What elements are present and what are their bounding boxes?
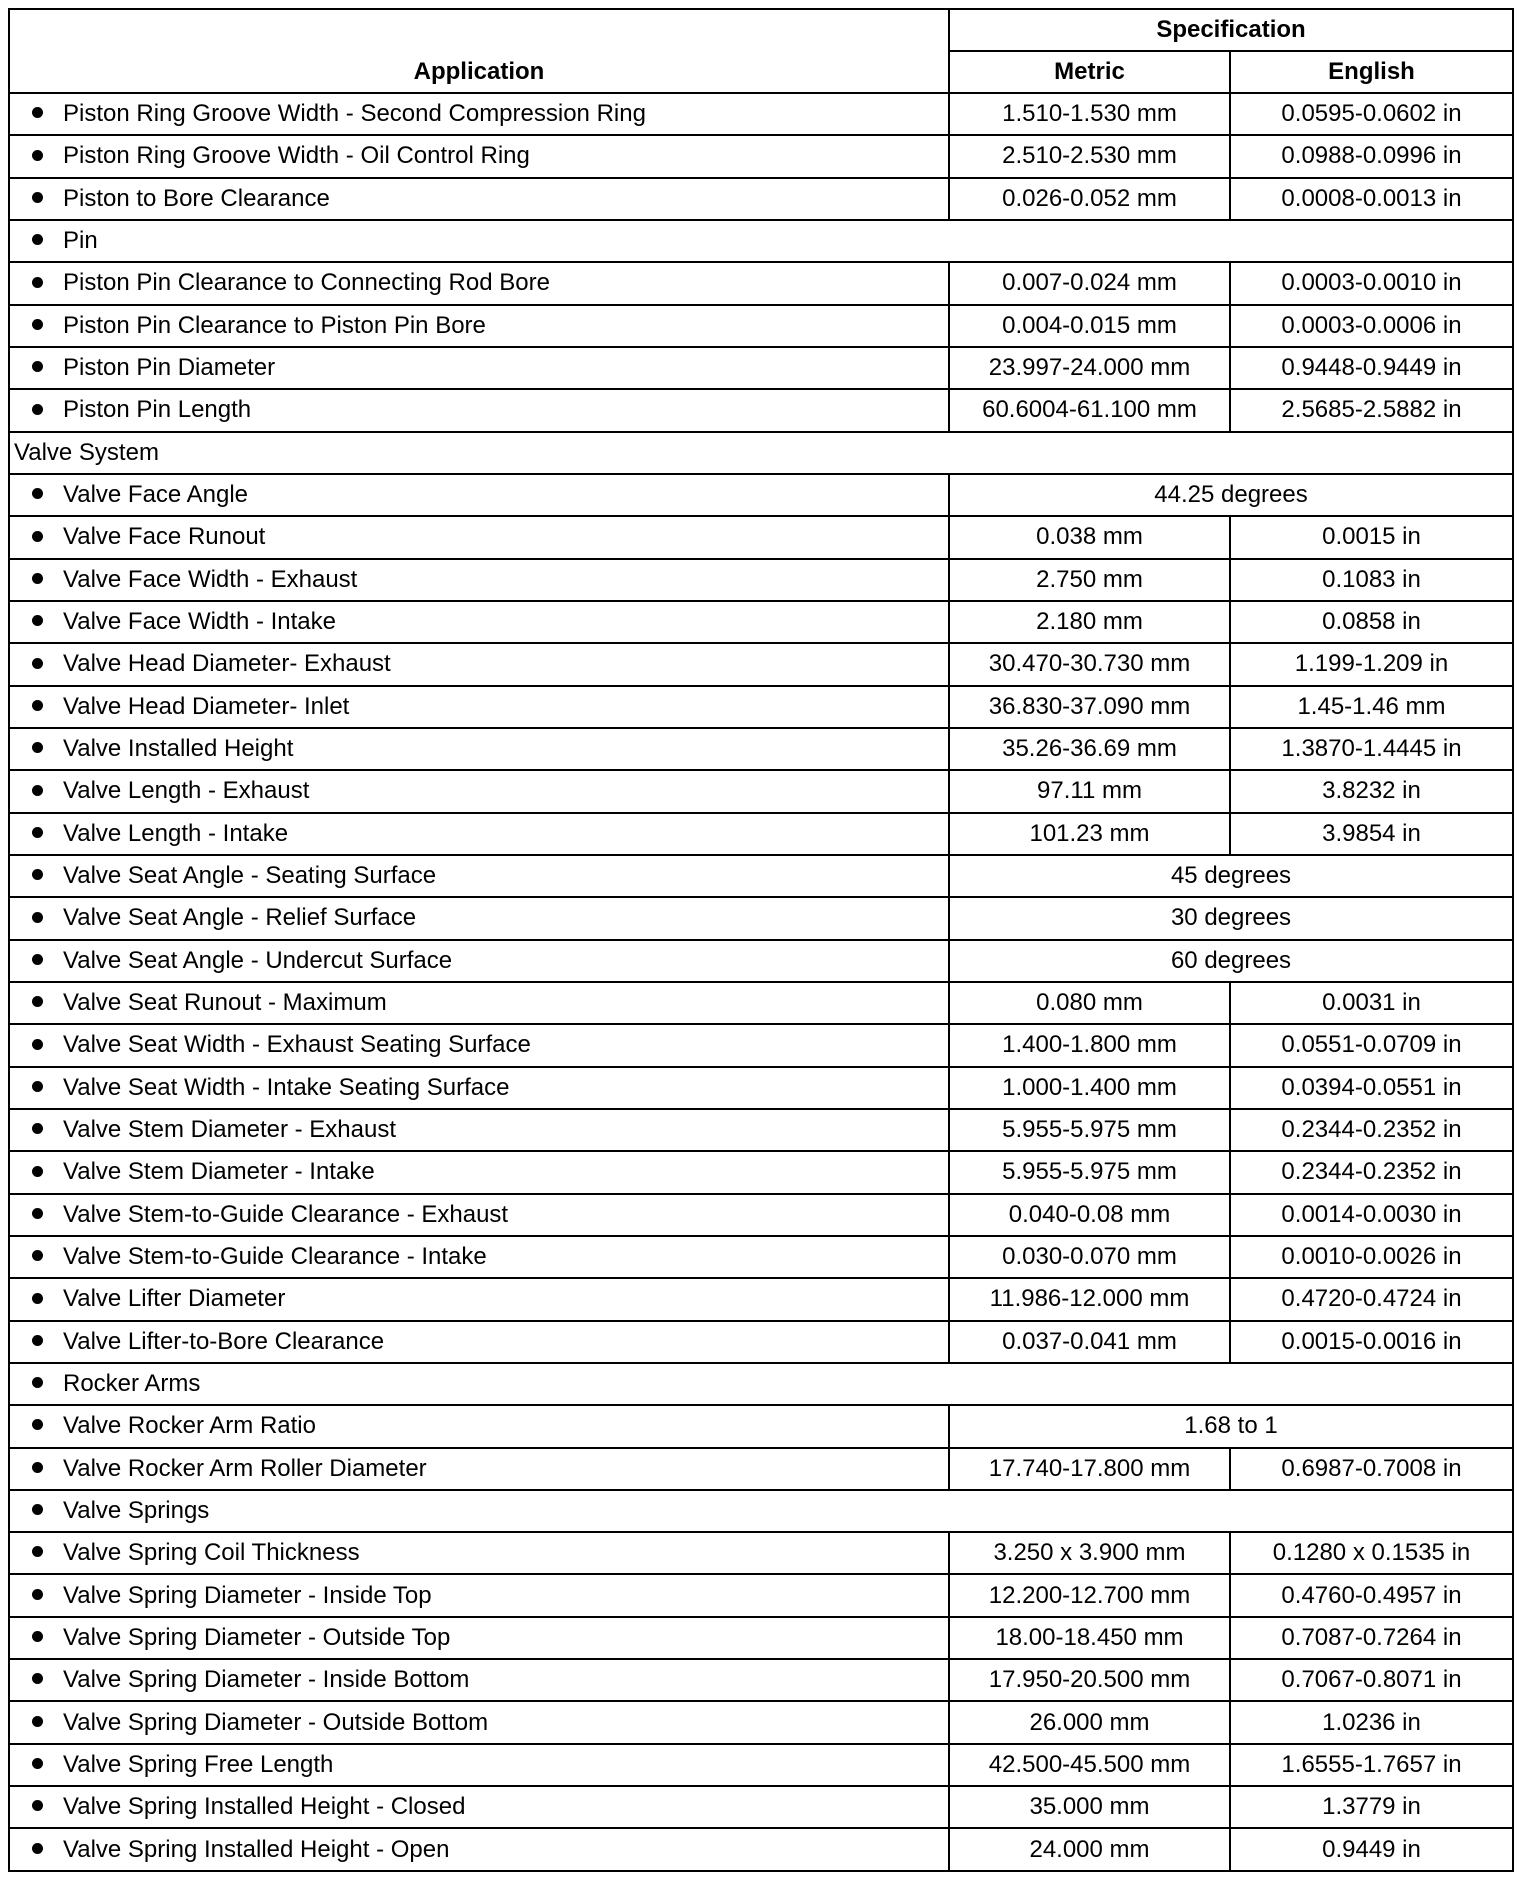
english-value: 0.0394-0.0551 in [1230,1067,1513,1109]
application-cell [9,601,949,643]
application-label: Valve Spring Installed Height - Closed [63,1793,466,1821]
english-value: 0.1280 x 0.1535 in [1230,1532,1513,1574]
table-row [9,1109,1513,1151]
application-cell [9,1532,949,1574]
bullet-icon [32,912,43,923]
column-header-metric: Metric [949,51,1230,93]
english-value: 0.1083 in [1230,559,1513,601]
application-label: Valve Spring Installed Height - Open [63,1835,450,1863]
bullet-icon [32,531,43,542]
application-label: Valve Seat Angle - Relief Surface [63,904,417,932]
bullet-icon [32,1589,43,1600]
application-label: Valve Head Diameter- Inlet [63,692,350,720]
application-label: Pin [63,227,98,255]
application-cell [9,347,949,389]
application-cell [9,389,949,431]
bullet-icon [32,1419,43,1430]
table-row [9,1194,1513,1236]
bullet-icon [32,234,43,245]
application-label: Valve Seat Width - Exhaust Seating Surface [63,1031,531,1059]
bullet-icon [32,1377,43,1388]
metric-value: 1.510-1.530 mm [949,93,1230,135]
metric-value: 0.037-0.041 mm [949,1321,1230,1363]
metric-value: 26.000 mm [949,1701,1230,1743]
bullet-icon [32,1123,43,1134]
metric-value: 0.080 mm [949,982,1230,1024]
application-cell [9,474,949,516]
table-row [9,1744,1513,1786]
application-cell [9,1659,949,1701]
metric-value: 2.180 mm [949,601,1230,643]
application-cell [9,220,1513,262]
application-cell [9,1448,949,1490]
table-row [9,770,1513,812]
bullet-icon [32,954,43,965]
english-value: 0.0014-0.0030 in [1230,1194,1513,1236]
application-cell [9,305,949,347]
english-value: 1.199-1.209 in [1230,643,1513,685]
application-cell [9,1574,949,1616]
bullet-icon [32,107,43,118]
application-label: Valve Seat Runout - Maximum [63,989,387,1017]
metric-value: 0.038 mm [949,516,1230,558]
application-label: Valve Lifter Diameter [63,1285,286,1313]
application-cell [9,1363,1513,1405]
metric-value: 0.004-0.015 mm [949,305,1230,347]
metric-value: 1.000-1.400 mm [949,1067,1230,1109]
application-label: Valve Stem-to-Guide Clearance - Exhaust [63,1200,509,1228]
application-label: Valve Rocker Arm Ratio [63,1412,316,1440]
bullet-icon [32,361,43,372]
bullet-icon [32,742,43,753]
application-label: Piston Ring Groove Width - Oil Control Ring [63,142,530,170]
bullet-icon [32,1673,43,1684]
application-label: Valve Length - Exhaust [63,777,310,805]
application-label: Valve Face Angle [63,481,249,509]
english-value: 0.0015 in [1230,516,1513,558]
table-row [9,1532,1513,1574]
bullet-icon [32,573,43,584]
table-row [9,1024,1513,1066]
english-value: 0.0988-0.0996 in [1230,135,1513,177]
application-cell [9,135,949,177]
application-cell [9,1828,949,1871]
application-label: Piston Pin Length [63,396,252,424]
metric-value: 35.000 mm [949,1786,1230,1828]
bullet-icon [32,1843,43,1854]
application-label: Piston Ring Groove Width - Second Compression Ring [63,100,646,128]
application-label: Valve Spring Diameter - Outside Bottom [63,1708,489,1736]
metric-value: 30.470-30.730 mm [949,643,1230,685]
table-row [9,474,1513,516]
application-label: Valve Seat Angle - Seating Surface [63,862,437,890]
application-label: Valve Springs [63,1496,210,1524]
table-row [9,1701,1513,1743]
bullet-icon [32,1335,43,1346]
english-value: 0.0003-0.0010 in [1230,262,1513,304]
application-cell [9,897,949,939]
bullet-icon [32,700,43,711]
application-label: Valve Spring Diameter - Outside Top [63,1623,451,1651]
bullet-icon [32,488,43,499]
english-value: 3.8232 in [1230,770,1513,812]
application-cell [9,1024,949,1066]
application-label: Piston Pin Diameter [63,354,276,382]
metric-value: 42.500-45.500 mm [949,1744,1230,1786]
application-cell [9,1321,949,1363]
application-cell [9,1067,949,1109]
metric-value: 23.997-24.000 mm [949,347,1230,389]
table-row [9,220,1513,262]
application-cell [9,1236,949,1278]
application-label: Piston Pin Clearance to Connecting Rod Bore [63,269,550,297]
english-value: 0.0595-0.0602 in [1230,93,1513,135]
application-label: Valve Head Diameter- Exhaust [63,650,391,678]
english-value: 0.0858 in [1230,601,1513,643]
application-label: Valve Stem Diameter - Exhaust [63,1116,397,1144]
column-header-specification: Specification [949,9,1513,51]
english-value: 0.2344-0.2352 in [1230,1109,1513,1151]
bullet-icon [32,1631,43,1642]
table-row [9,559,1513,601]
bullet-icon [32,192,43,203]
english-value: 0.0031 in [1230,982,1513,1024]
application-cell [9,1701,949,1743]
application-label: Valve Face Runout [63,523,266,551]
bullet-icon [32,785,43,796]
application-cell [9,93,949,135]
table-row [9,940,1513,982]
application-cell [9,1744,949,1786]
application-cell [9,855,949,897]
table-body [9,93,1513,1871]
spec-table [8,8,1514,1872]
specification-value: 1.68 to 1 [949,1405,1513,1447]
bullet-icon [32,1546,43,1557]
metric-value: 36.830-37.090 mm [949,686,1230,728]
metric-value: 0.007-0.024 mm [949,262,1230,304]
metric-value: 24.000 mm [949,1828,1230,1871]
table-row [9,1405,1513,1447]
specification-value: 45 degrees [949,855,1513,897]
application-cell [9,1109,949,1151]
column-header-application: Application [9,9,949,93]
english-value: 0.6987-0.7008 in [1230,1448,1513,1490]
english-value: 1.3779 in [1230,1786,1513,1828]
table-row [9,1786,1513,1828]
metric-value: 18.00-18.450 mm [949,1617,1230,1659]
english-value: 0.2344-0.2352 in [1230,1151,1513,1193]
bullet-icon [32,827,43,838]
metric-value: 97.11 mm [949,770,1230,812]
application-cell [9,982,949,1024]
application-label: Valve Spring Diameter - Inside Top [63,1581,432,1609]
bullet-icon [32,1504,43,1515]
table-row [9,1321,1513,1363]
table-row [9,516,1513,558]
metric-value: 17.950-20.500 mm [949,1659,1230,1701]
table-row [9,855,1513,897]
bullet-icon [32,1758,43,1769]
metric-value: 0.026-0.052 mm [949,178,1230,220]
table-row [9,1236,1513,1278]
section-heading: Valve System [9,432,1513,474]
table-row [9,601,1513,643]
table-row [9,686,1513,728]
application-label: Piston to Bore Clearance [63,184,330,212]
english-value: 0.4760-0.4957 in [1230,1574,1513,1616]
application-label: Piston Pin Clearance to Piston Pin Bore [63,311,486,339]
metric-value: 60.6004-61.100 mm [949,389,1230,431]
application-cell [9,262,949,304]
application-label: Valve Rocker Arm Roller Diameter [63,1454,427,1482]
application-label: Valve Installed Height [63,735,294,763]
bullet-icon [32,1293,43,1304]
table-row [9,813,1513,855]
english-value: 1.6555-1.7657 in [1230,1744,1513,1786]
bullet-icon [32,1039,43,1050]
specification-value: 60 degrees [949,940,1513,982]
bullet-icon [32,1166,43,1177]
table-row [9,347,1513,389]
bullet-icon [32,404,43,415]
table-row [9,897,1513,939]
application-label: Valve Face Width - Exhaust [63,565,358,593]
english-value: 0.0551-0.0709 in [1230,1024,1513,1066]
english-value: 0.9449 in [1230,1828,1513,1871]
metric-value: 2.510-2.530 mm [949,135,1230,177]
bullet-icon [32,1716,43,1727]
application-cell [9,559,949,601]
metric-value: 5.955-5.975 mm [949,1109,1230,1151]
application-label: Valve Stem Diameter - Intake [63,1158,375,1186]
metric-value: 5.955-5.975 mm [949,1151,1230,1193]
bullet-icon [32,1800,43,1811]
application-label: Valve Spring Coil Thickness [63,1539,360,1567]
application-label: Valve Face Width - Intake [63,608,336,636]
table-row [9,728,1513,770]
table-row [9,93,1513,135]
bullet-icon [32,658,43,669]
english-value: 0.9448-0.9449 in [1230,347,1513,389]
metric-value: 2.750 mm [949,559,1230,601]
bullet-icon [32,319,43,330]
english-value: 0.0008-0.0013 in [1230,178,1513,220]
table-row [9,1278,1513,1320]
metric-value: 3.250 x 3.900 mm [949,1532,1230,1574]
table-row [9,1151,1513,1193]
application-cell [9,1617,949,1659]
metric-value: 1.400-1.800 mm [949,1024,1230,1066]
application-cell [9,1194,949,1236]
english-value: 1.45-1.46 mm [1230,686,1513,728]
column-header-english: English [1230,51,1513,93]
table-row [9,643,1513,685]
application-label: Valve Stem-to-Guide Clearance - Intake [63,1243,487,1271]
english-value: 2.5685-2.5882 in [1230,389,1513,431]
application-cell [9,940,949,982]
table-row [9,1617,1513,1659]
english-value: 1.0236 in [1230,1701,1513,1743]
application-label: Valve Seat Width - Intake Seating Surface [63,1073,510,1101]
section-row [9,432,1513,474]
english-value: 0.0010-0.0026 in [1230,1236,1513,1278]
bullet-icon [32,1250,43,1261]
english-value: 0.7087-0.7264 in [1230,1617,1513,1659]
metric-value: 0.040-0.08 mm [949,1194,1230,1236]
application-cell [9,728,949,770]
english-value: 3.9854 in [1230,813,1513,855]
table-row [9,1574,1513,1616]
table-row [9,262,1513,304]
application-cell [9,1278,949,1320]
application-cell [9,516,949,558]
application-cell [9,813,949,855]
metric-value: 17.740-17.800 mm [949,1448,1230,1490]
english-value: 0.7067-0.8071 in [1230,1659,1513,1701]
bullet-icon [32,1462,43,1473]
metric-value: 0.030-0.070 mm [949,1236,1230,1278]
application-cell [9,178,949,220]
table-row [9,1363,1513,1405]
specification-value: 30 degrees [949,897,1513,939]
metric-value: 12.200-12.700 mm [949,1574,1230,1616]
application-label: Valve Length - Intake [63,819,289,847]
application-cell [9,1786,949,1828]
metric-value: 101.23 mm [949,813,1230,855]
english-value: 1.3870-1.4445 in [1230,728,1513,770]
english-value: 0.0003-0.0006 in [1230,305,1513,347]
bullet-icon [32,996,43,1007]
bullet-icon [32,1081,43,1092]
bullet-icon [32,277,43,288]
metric-value: 35.26-36.69 mm [949,728,1230,770]
table-row [9,1448,1513,1490]
table-row [9,1828,1513,1871]
table-row [9,305,1513,347]
table-row [9,1490,1513,1532]
table-row [9,982,1513,1024]
table-row [9,135,1513,177]
bullet-icon [32,150,43,161]
table-row [9,389,1513,431]
header-row-top [9,9,1513,51]
application-label: Rocker Arms [63,1370,201,1397]
specification-value: 44.25 degrees [949,474,1513,516]
table-row [9,1067,1513,1109]
bullet-icon [32,615,43,626]
metric-value: 11.986-12.000 mm [949,1278,1230,1320]
application-label: Valve Seat Angle - Undercut Surface [63,946,453,974]
application-cell [9,643,949,685]
english-value: 0.0015-0.0016 in [1230,1321,1513,1363]
application-cell [9,1151,949,1193]
bullet-icon [32,1208,43,1219]
table-row [9,1659,1513,1701]
bullet-icon [32,869,43,880]
application-cell [9,770,949,812]
application-cell [9,686,949,728]
application-label: Valve Lifter-to-Bore Clearance [63,1327,385,1355]
application-label: Valve Spring Free Length [63,1750,334,1778]
application-cell [9,1490,1513,1532]
application-label: Valve Spring Diameter - Inside Bottom [63,1666,470,1694]
application-cell [9,1405,949,1447]
table-row [9,178,1513,220]
english-value: 0.4720-0.4724 in [1230,1278,1513,1320]
